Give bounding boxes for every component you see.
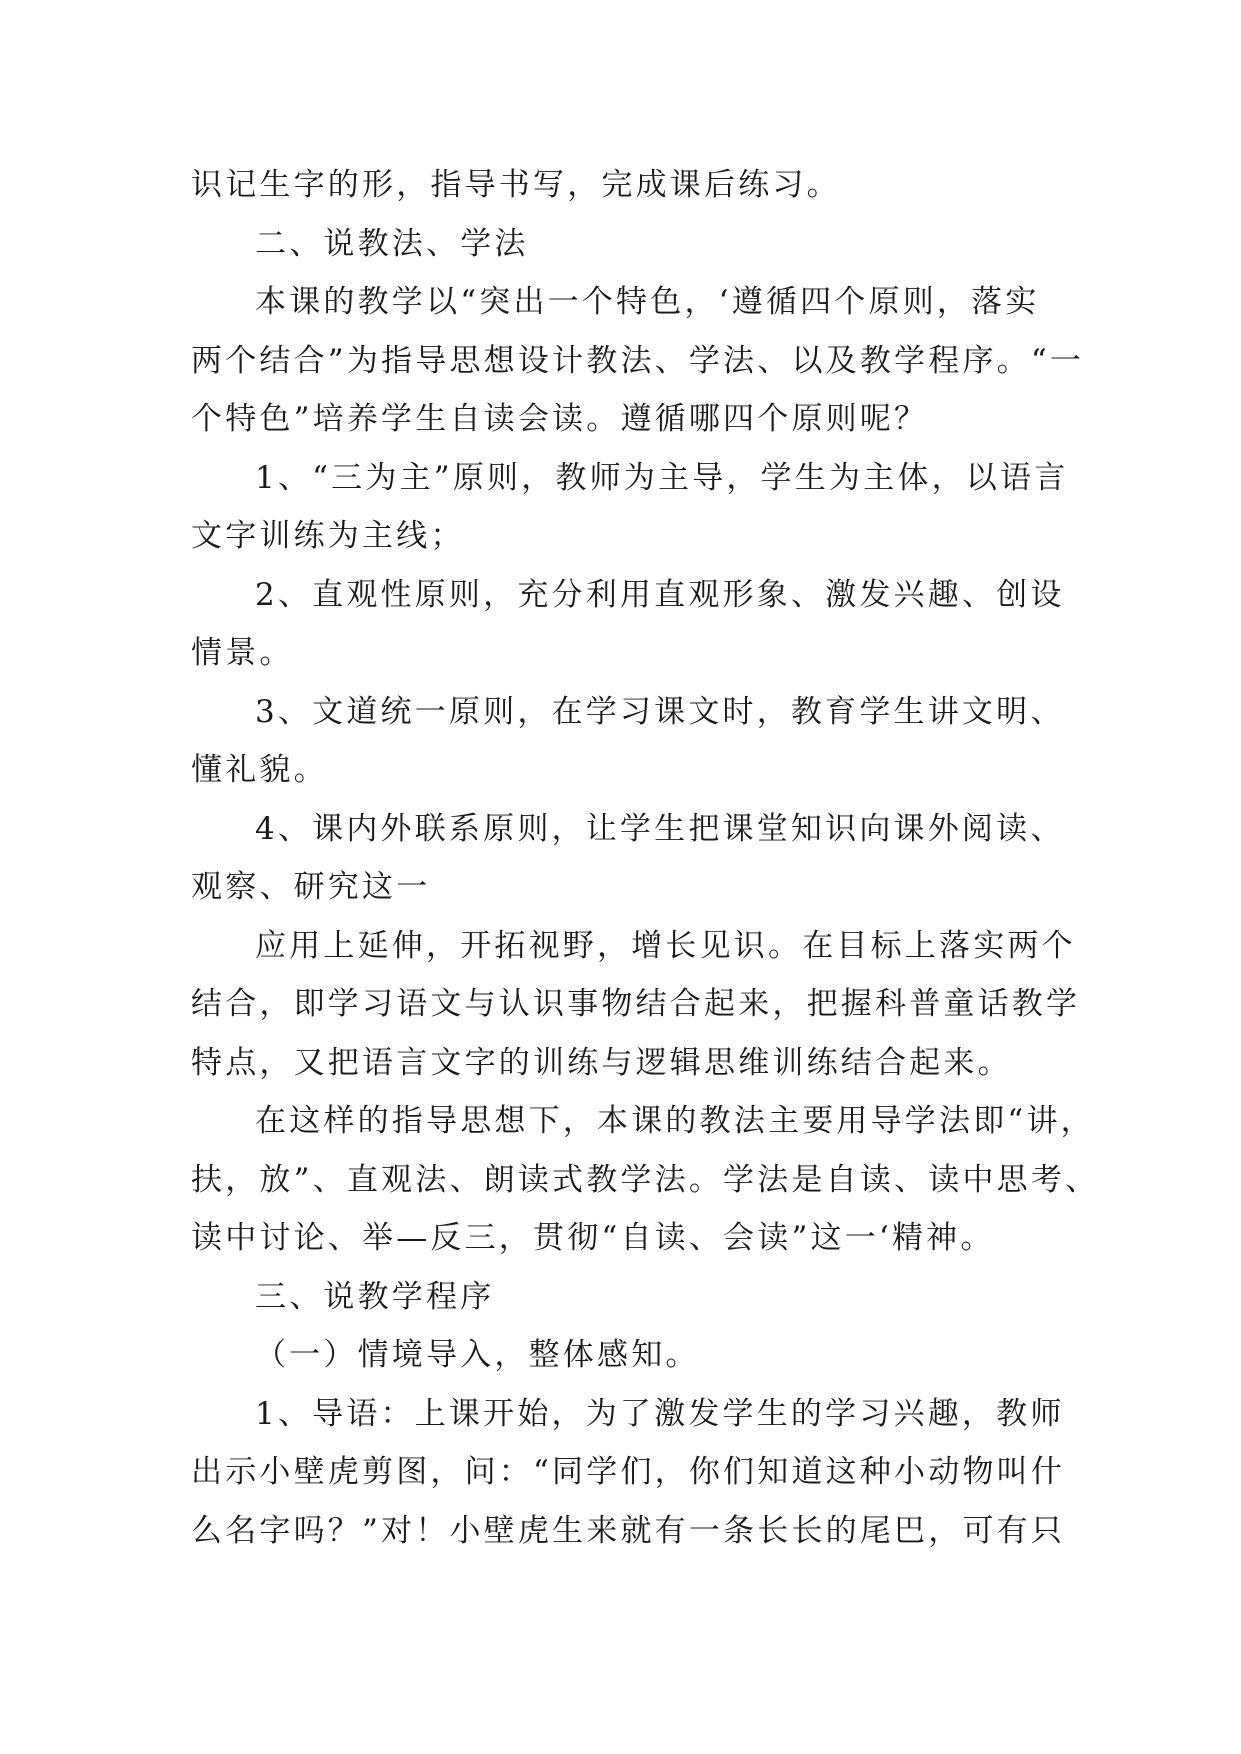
- text-line: （一）情境导入，整体感知。: [255, 1337, 700, 1373]
- text-line: 1、“三为主”原则，教师为主导，学生为主体，以语言: [255, 459, 1069, 496]
- text-line: 出示小壁虎剪图，问：“同学们，你们知道这种小动物叫什: [191, 1454, 1066, 1490]
- text-line: 4、课内外联系原则，让学生把课堂知识向课外阅读、: [255, 810, 1065, 847]
- text-line: 应用上延伸，开拓视野，增长见识。在目标上落实两个: [255, 927, 1076, 964]
- text-line: 两个结合”为指导思想设计教法、学法、以及教学程序。“一: [191, 342, 1085, 379]
- document-body: [191, 156, 1100, 1560]
- text-line: 读中讨论、举—反三，贯彻“自读、会读”这一‘精神。: [191, 1220, 995, 1256]
- text-line: 文字训练为主线；: [191, 518, 465, 554]
- text-line: 2、直观性原则，充分利用直观形象、激发兴趣、创设: [255, 576, 1065, 613]
- text-line: 么名字吗？”对！小壁虎生来就有一条长长的尾巴，可有只: [191, 1512, 1066, 1549]
- text-line: 个特色”培养学生自读会读。遵循哪四个原则呢？: [191, 401, 929, 437]
- text-line: 识记生字的形，指导书写，完成课后练习。: [191, 167, 841, 203]
- text-line: 结合，即学习语文与认识事物结合起来，把握科普童话教学: [191, 986, 1081, 1022]
- text-line: 1、导语：上课开始，为了激发学生的学习兴趣，教师: [255, 1395, 1065, 1432]
- text-line: 扶，放”、直观法、朗读式教学法。学法是自读、读中思考、: [191, 1161, 1100, 1198]
- text-line: 在这样的指导思想下，本课的教法主要用导学法即“讲，: [255, 1103, 1095, 1139]
- text-line: 特点，又把语言文字的训练与逻辑思维训练结合起来。: [191, 1044, 1012, 1081]
- text-line: 情景。: [191, 635, 294, 671]
- text-line: 懂礼貌。: [191, 752, 328, 788]
- text-line: 本课的教学以“突出一个特色，‘遵循四个原则，落实: [255, 284, 1040, 320]
- text-line: 3、文道统一原则，在学习课文时，教育学生讲文明、: [255, 693, 1065, 730]
- text-line: 二、说教法、学法: [255, 225, 529, 262]
- text-line: 观察、研究这一: [191, 869, 431, 905]
- text-line: 三、说教学程序: [255, 1278, 495, 1315]
